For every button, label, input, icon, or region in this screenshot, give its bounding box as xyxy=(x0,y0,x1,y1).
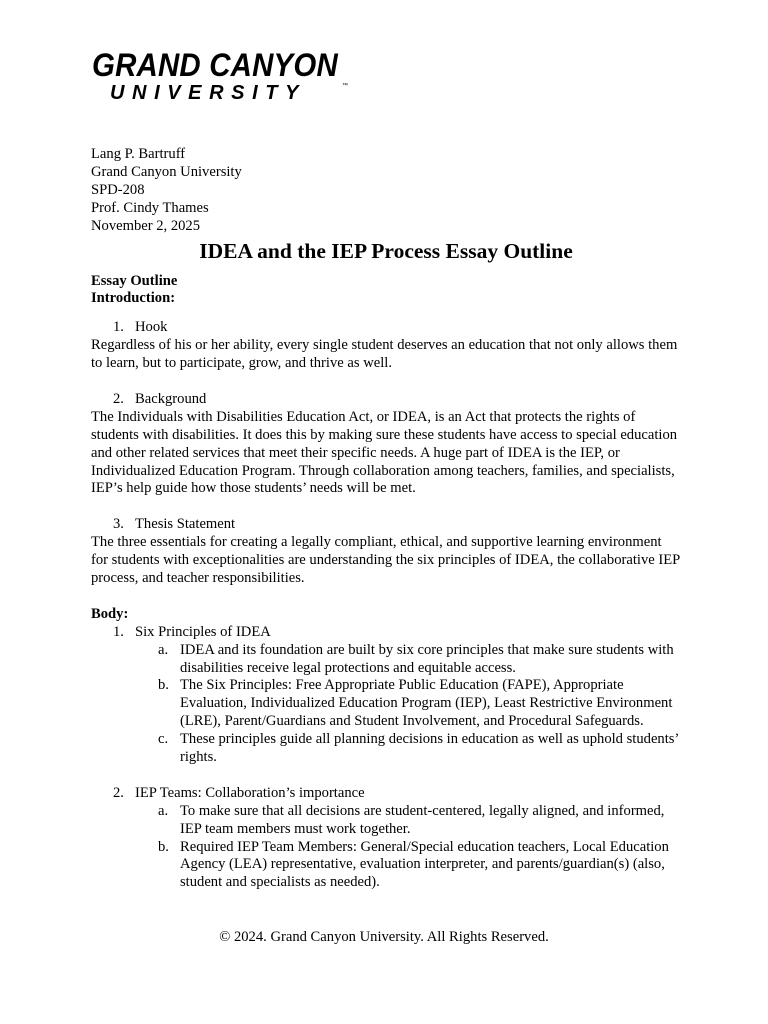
thesis-paragraph: The three essentials for creating a legally compliant, ethical, and supportive learning environment for students with exceptionalities are understanding the six principles of IDEA, the collaborative IEP process, and teacher responsibilities. xyxy=(91,534,680,586)
list-letter: a. xyxy=(158,641,169,658)
list-letter: b. xyxy=(158,677,169,694)
sub-list-item xyxy=(91,642,681,678)
intro-item-thesis xyxy=(91,516,681,534)
sub-item-text: These principles guide all planning decisions in education as well as uphold students’ rights. xyxy=(180,731,679,766)
list-heading: Six Principles of IDEA xyxy=(135,623,271,640)
sub-list-item xyxy=(91,839,681,893)
list-letter: c. xyxy=(158,731,169,748)
sub-item-text: Required IEP Team Members: General/Special education teachers, Local Education Agency (LEA) representative, evaluation interpreter, and parents/guardian(s) (also, student and specialists as needed). xyxy=(180,838,669,891)
sub-list-item xyxy=(91,731,681,767)
list-number: 3. xyxy=(113,516,124,533)
list-number: 2. xyxy=(113,390,124,407)
list-number: 1. xyxy=(113,623,124,640)
document-date: November 2, 2025 xyxy=(91,217,201,234)
body-heading: Body: xyxy=(91,605,129,622)
author-name: Lang P. Bartruff xyxy=(91,146,186,162)
course-code: SPD-208 xyxy=(91,181,145,198)
list-heading: Background xyxy=(135,390,207,407)
body-item-iep-teams xyxy=(91,785,681,803)
intro-item-hook xyxy=(91,319,681,337)
outline-label: Essay Outline xyxy=(91,272,178,289)
list-heading: Thesis Statement xyxy=(135,516,236,533)
document-content xyxy=(91,146,681,892)
document-title: IDEA and the IEP Process Essay Outline xyxy=(199,238,573,263)
sub-list-item xyxy=(91,803,681,839)
list-letter: a. xyxy=(158,802,169,819)
school-name: Grand Canyon University xyxy=(91,163,242,180)
background-paragraph: The Individuals with Disabilities Education Act, or IDEA, is an Act that protects the rights of students with disabilities. It does this by making sure these students have access to special education and other related services that meet their specific needs. A huge part of IDEA is the IEP, or Individualized Education Program. Through collaboration among teachers, families, and specialists, IEP’s help guide how those students’ needs will be met. xyxy=(91,408,678,497)
hook-paragraph: Regardless of his or her ability, every single student deserves an education that not only allows them to learn, but to participate, grow, and thrive as well. xyxy=(91,337,678,372)
sub-item-text: To make sure that all decisions are student-centered, legally aligned, and informed, IEP team members must work together. xyxy=(180,802,665,837)
university-logo xyxy=(92,48,357,110)
intro-item-background xyxy=(91,391,681,409)
professor-name: Prof. Cindy Thames xyxy=(91,199,209,216)
list-number: 2. xyxy=(113,784,124,801)
introduction-heading: Introduction: xyxy=(91,290,176,307)
list-number: 1. xyxy=(113,319,124,336)
logo-trademark: ™ xyxy=(342,83,348,89)
logo-line-2: UNIVERSITY xyxy=(110,82,307,104)
logo-line-1: GRAND CANYON xyxy=(92,47,338,83)
copyright-footer: © 2024. Grand Canyon University. All Rights Reserved. xyxy=(219,929,549,945)
list-letter: b. xyxy=(158,838,169,855)
sub-item-text: IDEA and its foundation are built by six core principles that make sure students with disabilities receive legal protections and equitable access. xyxy=(180,641,674,676)
body-item-principles xyxy=(91,624,681,642)
sub-item-text: The Six Principles: Free Appropriate Public Education (FAPE), Appropriate Evaluation, Individualized Education Program (IEP), Least Restrictive Environment (LRE), Parent/Guardians and Student Involvement, and Procedural Safeguards. xyxy=(180,677,673,730)
list-heading: IEP Teams: Collaboration’s importance xyxy=(135,784,365,801)
list-heading: Hook xyxy=(135,319,168,336)
sub-list-item xyxy=(91,677,681,731)
